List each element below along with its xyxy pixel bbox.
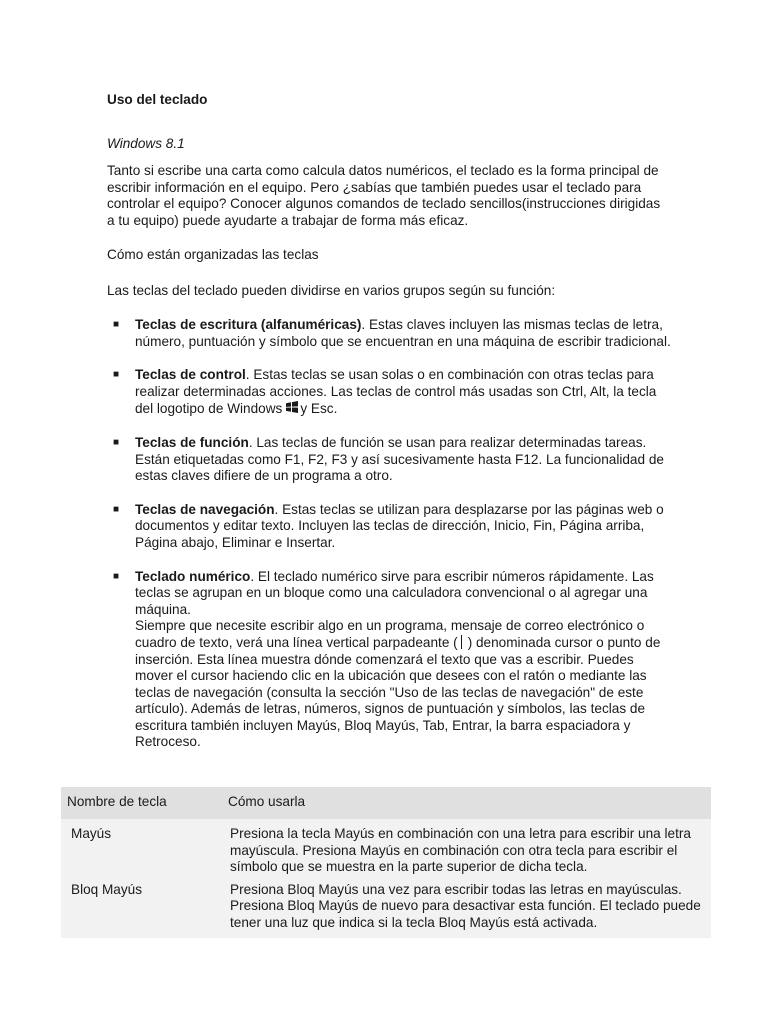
list-item-heading: Teclas de control [135,367,246,383]
list-item-typing-keys [113,317,673,350]
list-item-heading: Teclas de función [135,434,249,450]
list-item-heading: Teclas de navegación [135,501,275,517]
list-item-text: . Estas claves incluyen las mismas teclas de letra, número, puntuación y símbolo que se encuentran en una máquina de escribir tradicional. [135,317,671,349]
column-header-key-name: Nombre de tecla [61,787,222,819]
windows-logo-icon [285,400,299,414]
list-item-heading: Teclado numérico [135,568,251,584]
list-item-text: . Estas teclas se usan solas o en combinación con otras teclas para realizar determinadas acciones. Las teclas de control más usadas son Ctrl, Alt, la tecla del logotipo de Windows [135,367,657,417]
list-item-heading: Teclas de escritura (alfanuméricas) [135,317,362,332]
document-subtitle: Windows 8.1 [107,136,185,151]
list-item-extra-text-after-icon: ) denominada cursor o punto de inserción. Esta línea muestra dónde comenzará el texto que vas a escribir. Puedes mover el cursor haciendo clic en la ubicación que desees con el ratón o mediante las teclas de navegación (consulta la sección "Uso de las teclas de navegación" de este artículo). Además de letras, números, signos de puntuación y símbolos, las teclas de escritura también incluyen Mayús, Bloq Mayús, Tab, Entrar, la barra espaciadora y Retroceso. [135,634,661,750]
table-header-row [61,787,711,819]
text-cursor-icon [461,635,467,649]
table-row [61,879,711,938]
document-title: Uso del teclado [107,92,208,107]
list-item-text: . Las teclas de función se usan para realizar determinadas tareas. Están etiquetadas como F1, F2, F3 y así sucesivamente hasta F12. La funcionalidad de estas claves difiere de un programa a otro. [135,434,664,484]
list-item-numeric-keypad [113,569,673,752]
list-item-text-after-icon: y Esc. [300,401,338,417]
bullet-icon: ■ [113,436,120,448]
key-usage-cell: Presiona la tecla Mayús en combinación con una letra para escribir una letra mayúscula. Presiona Mayús en combinación con otra tecla para escribir el símbolo que se muestra en la parte superior de dicha tecla. [222,819,711,879]
keys-table [61,787,711,938]
table-row [61,819,711,879]
column-header-usage: Cómo usarla [222,787,711,819]
list-item-function-keys [113,435,673,485]
bullet-icon: ■ [113,503,120,515]
intro-paragraph: Tanto si escribe una carta como calcula datos numéricos, el teclado es la forma principal de escribir información en el equipo. Pero ¿sabías que también puedes usar el teclado para controlar el equipo? Conocer algunos comandos de teclado sencillos(instrucciones dirigidas a tu equipo) puede ayudarte a trabajar de forma más eficaz. [107,163,661,228]
bullet-icon: ■ [113,570,120,582]
key-groups-list [113,317,673,768]
list-item-extra-text: Siempre que necesite escribir algo en un programa, mensaje de correo electrónico o cuadro de texto, verá una línea vertical parpadeante ( [135,618,645,650]
groups-intro-paragraph: Las teclas del teclado pueden dividirse en varios grupos según su función: [107,283,556,298]
list-item-text: . El teclado numérico sirve para escribir números rápidamente. Las teclas se agrupan en un bloque como una calculadora convencional o al agregar una máquina. [135,568,654,617]
section-heading: Cómo están organizadas las teclas [107,247,319,262]
key-usage-cell: Presiona Bloq Mayús una vez para escribir todas las letras en mayúsculas. Presiona Bloq Mayús de nuevo para desactivar esta función. El teclado puede tener una luz que indica si la tecla Bloq Mayús está activada. [222,879,711,938]
key-name-cell: Bloq Mayús [61,879,222,938]
list-item-navigation-keys [113,502,673,552]
key-name-cell: Mayús [61,819,222,879]
bullet-icon: ■ [113,369,120,381]
list-item-control-keys [113,367,673,418]
bullet-icon: ■ [113,319,120,330]
list-item-text: . Estas teclas se utilizan para desplazarse por las páginas web o documentos y editar texto. Incluyen las teclas de dirección, Inicio, Fin, Página arriba, Página abajo, Eliminar e Insertar. [135,501,664,550]
